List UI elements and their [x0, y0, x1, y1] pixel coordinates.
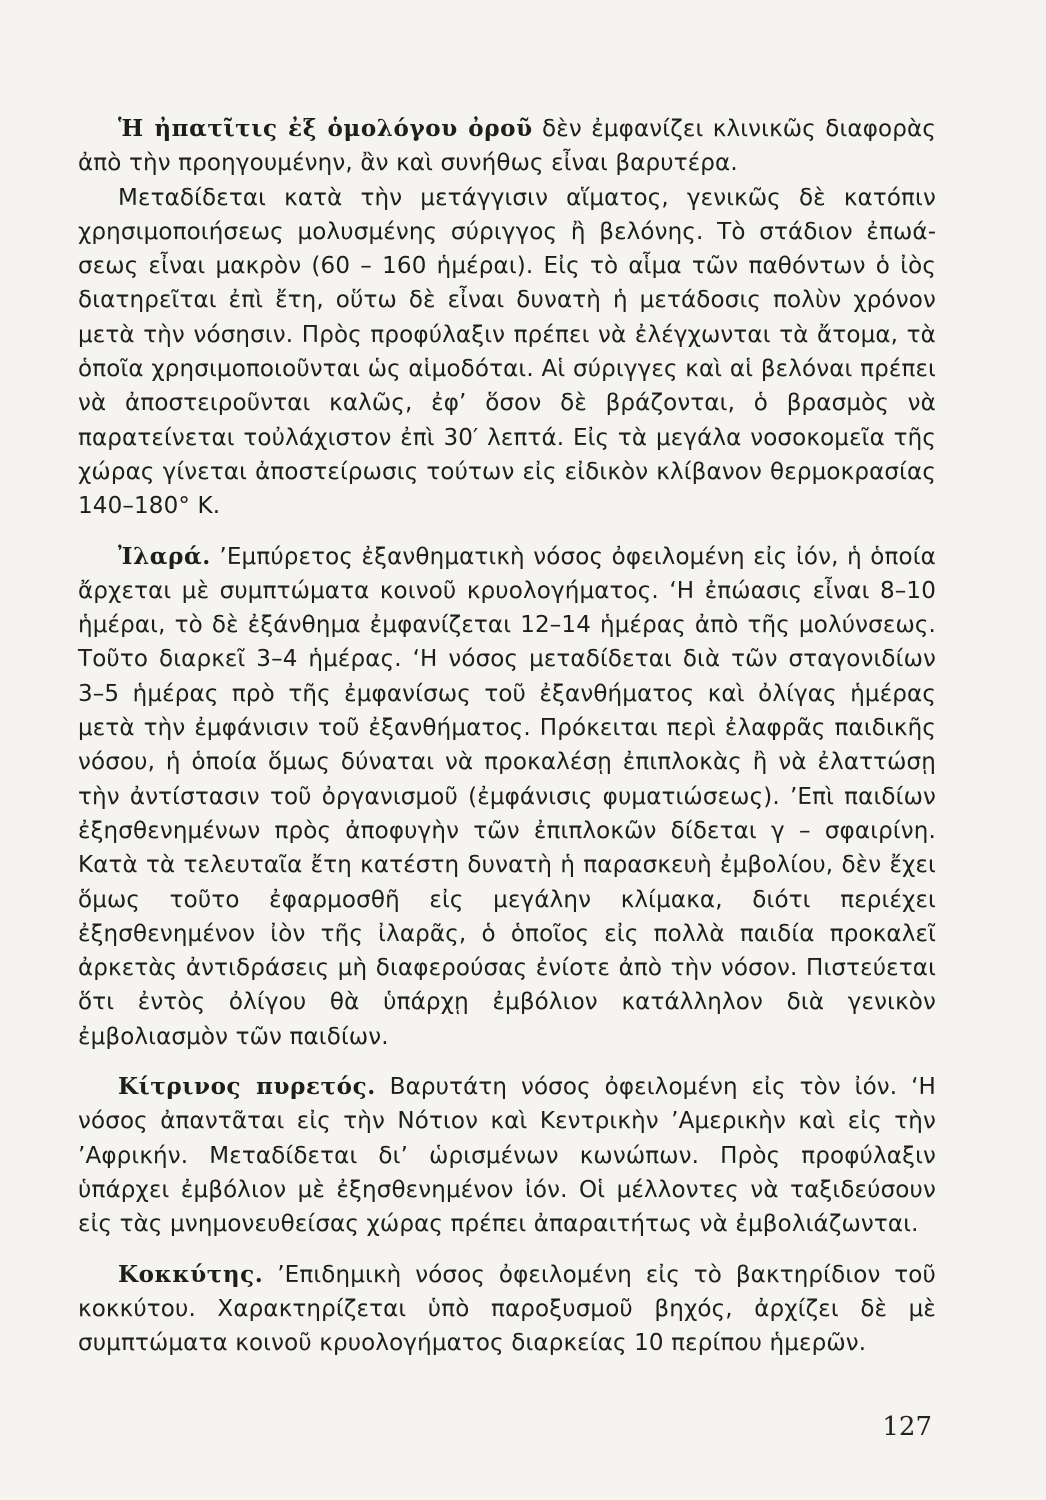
paragraph-whooping-cough	[78, 1258, 936, 1361]
paragraph-text: ’Επιδημικὴ νόσος ὀφειλομένη εἰς τὸ βακτηρίδιον τοῦ κοκκύτου. Χαρακτηρίζεται ὑπὸ παροξυσμοῦ βηχός, ἀρχίζει δὲ μὲ συμπτώματα κοινοῦ κρυολογήματος διαρκείας 10 περίπου ἡμερῶν.	[78, 1261, 936, 1357]
paragraph-text: Βαρυτάτη νόσος ὀφειλομένη εἰς τὸν ἰόν. ‘Η νόσος ἀπαντᾶται εἰς τὴν Νότιον καὶ Κεντρικὴν ’Αμερικὴν καὶ εἰς τὴν ’Αφρικήν. Μεταδίδεται δι’ ὡρισμένων κωνώπων. Πρὸς προφύλαξιν ὑπάρχει ἐμβόλιον μὲ ἐξησθενημένον ἰόν. Οἱ μέλλοντες νὰ ταξιδεύσουν εἰς τὰς μνημονευθείσας χώρας πρέπει ἀπαραιτήτως νὰ ἐμβολιάζωνται.	[78, 1074, 936, 1238]
paragraph-hepatitis-serum	[78, 112, 936, 181]
paragraph-heading: Κοκκύτης.	[118, 1260, 264, 1288]
paragraph-heading: Κίτρινος πυρετός.	[118, 1073, 376, 1101]
paragraph-heading: Ἡ ἠπατῖτις ἐξ ὁμολόγου ὀροῦ	[118, 115, 533, 142]
paragraph-text: δὲν ἐμφανίζει κλινικῶς διαφορὰς ἀπὸ τὴν προηγουμένην, ἂν καὶ συνήθως εἶναι βαρυτέρα.	[78, 116, 936, 177]
paragraph-measles	[78, 540, 936, 1054]
paragraph-text: Μεταδίδεται κατὰ τὴν μετάγγισιν αἵματος, γενικῶς δὲ κατόπιν χρησιμοποιήσεως μολυσμένης σύριγγος ἢ βελόνης. Τὸ στάδιον ἐπωάσεως εἶναι μακρὸν (60 – 160 ἡμέραι). Εἰς τὸ αἷμα τῶν παθόντων ὁ ἰὸς διατηρεῖται ἐπὶ ἔτη, οὕτω δὲ εἶναι δυνατὴ ἡ μετάδοσις πολὺν χρόνον μετὰ τὴν νόσησιν. Πρὸς προφύλαξιν πρέπει νὰ ἐλέγχωνται τὰ ἄτομα, τὰ ὁποῖα χρησιμοποιοῦνται ὡς αἱμοδόται. Αἱ σύριγγες καὶ αἱ βελόναι πρέπει νὰ ἀποστειροῦνται καλῶς, ἐφ’ ὅσον δὲ βράζονται, ὁ βρασμὸς νὰ παρατείνεται τοὐλάχιστον ἐπὶ 30′ λεπτά. Εἰς τὰ μεγάλα νοσοκομεῖα τῆς χώρας γίνεται ἀποστείρωσις τούτων εἰς εἰδικὸν κλίβανον θερμοκρασίας 140–180° K.	[78, 184, 936, 520]
paragraph-text: ’Εμπύρετος ἐξανθηματικὴ νόσος ὀφειλομένη εἰς ἰόν, ἡ ὁποία ἄρχεται μὲ συμπτώματα κοινοῦ κρυολογήματος. ‘Η ἐπώασις εἶναι 8–10 ἡμέραι, τὸ δὲ ἐξάνθημα ἐμφανίζεται 12–14 ἡμέρας ἀπὸ τῆς μολύνσεως. Τοῦτο διαρκεῖ 3–4 ἡμέρας. ‘Η νόσος μεταδίδεται διὰ τῶν σταγονιδίων 3–5 ἡμέρας πρὸ τῆς ἐμφανίσως τοῦ ἐξανθήματος καὶ ὀλίγας ἡμέρας μετὰ τὴν ἐμφάνισιν τοῦ ἐξανθήματος. Πρόκειται περὶ ἐλαφρᾶς παιδικῆς νόσου, ἡ ὁποία ὅμως δύναται νὰ προκαλέσῃ ἐπιπλοκὰς ἢ νὰ ἐλαττώσῃ τὴν ἀντίστασιν τοῦ ὀργανισμοῦ (ἐμφάνισις φυματιώσεως). ’Επὶ παιδίων ἐξησθενημένων πρὸς ἀποφυγὴν τῶν ἐπιπλοκῶν δίδεται γ – σφαιρίνη. Κατὰ τὰ τελευταῖα ἔτη κατέστη δυνατὴ ἡ παρασκευὴ ἐμβολίου, δὲν ἔχει ὅμως τοῦτο ἐφαρμοσθῆ εἰς μεγάλην κλίμακα, διότι περιέχει ἐξησθενημένον ἰὸν τῆς ἰλαρᾶς, ὁ ὁποῖος εἰς πολλὰ παιδία προκαλεῖ ἀρκετὰς ἀντιδράσεις μὴ διαφερούσας ἐνίοτε ἀπὸ τὴν νόσον. Πιστεύεται ὅτι ἐντὸς ὀλίγου θὰ ὑπάρχῃ ἐμβόλιον κατάλληλον διὰ γενικὸν ἐμβολιασμὸν τῶν παιδίων.	[78, 543, 936, 1050]
page-number: 127	[882, 1412, 932, 1442]
body-text	[78, 112, 936, 1360]
paragraph-yellow-fever	[78, 1070, 936, 1241]
paragraph-heading: Ἰλαρά.	[118, 542, 211, 570]
paragraph-transmission	[78, 181, 936, 524]
